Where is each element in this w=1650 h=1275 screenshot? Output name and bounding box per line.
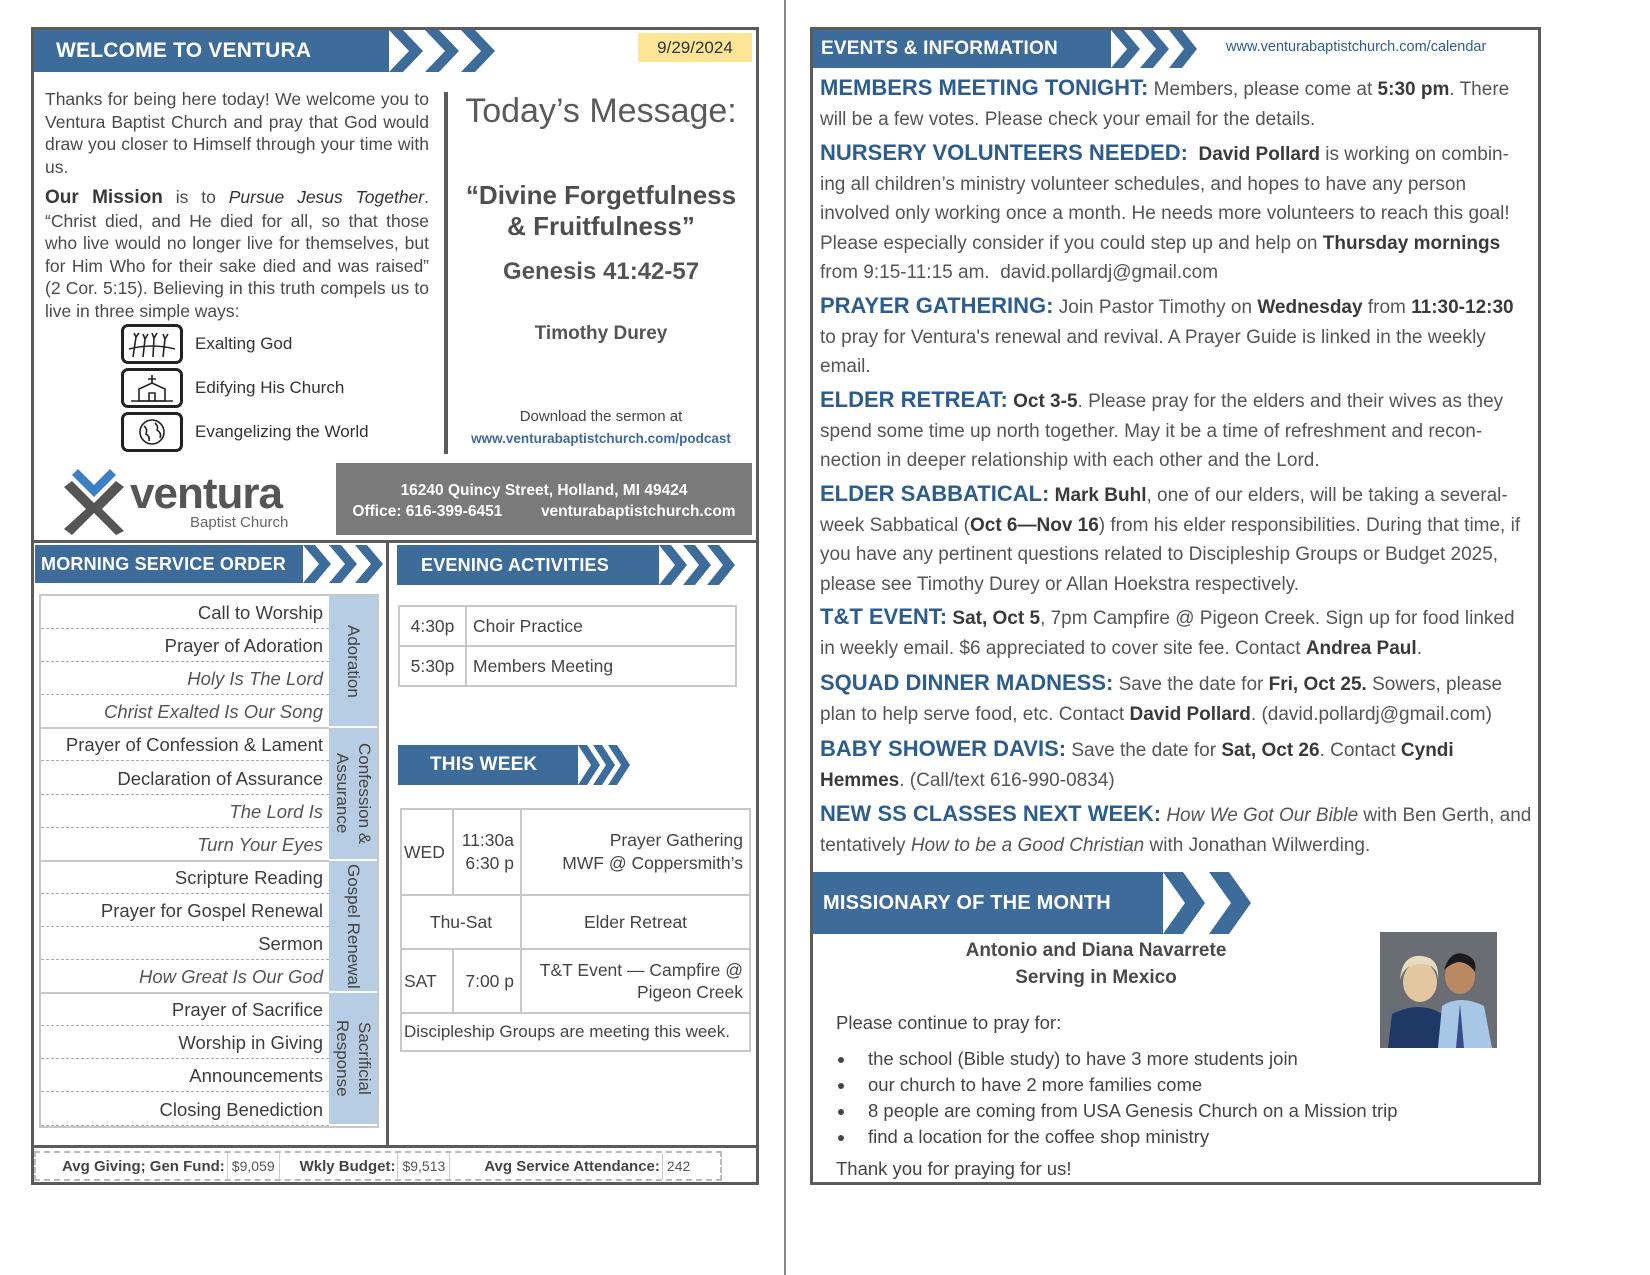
chevron-icon xyxy=(303,545,383,583)
logo-sub: Baptist Church xyxy=(190,514,289,531)
way-label: Edifying His Church xyxy=(195,378,345,397)
evening-time: 5:30p xyxy=(399,646,466,686)
chevron-icon xyxy=(1111,30,1197,68)
event-ss-classes: NEW SS CLASSES NEXT WEEK: How We Got Our Bible with Ben Gerth, and tentatively How to be a Good Christian with Jonathan Wilwerding. xyxy=(820,801,1532,856)
evening-table xyxy=(398,605,737,687)
welcome-header: WELCOME TO VENTURA xyxy=(34,30,389,72)
list-item: • the school (Bible study) to have 3 more students join xyxy=(856,1046,1516,1072)
this-week-header: THIS WEEK xyxy=(398,745,578,785)
missionary-name: Antonio and Diana Navarrete xyxy=(965,940,1227,961)
bulletin-date: 9/29/2024 xyxy=(638,33,752,62)
message-divider xyxy=(444,92,448,454)
message-heading: Today’s Message: xyxy=(465,92,737,130)
table-row xyxy=(401,949,750,1013)
message-title-line2: & Fruitfulness” xyxy=(507,211,695,241)
chevron-icon xyxy=(1163,872,1255,934)
event-heading: PRAYER GATHERING: xyxy=(820,293,1054,318)
service-item: Call to Worship xyxy=(41,596,329,629)
way-evangelizing xyxy=(121,412,369,452)
table-row xyxy=(399,606,736,646)
globe-icon xyxy=(121,412,183,452)
missionary-location: Serving in Mexico xyxy=(1015,967,1177,988)
giving-label: Avg Giving; Gen Fund: xyxy=(62,1157,225,1175)
service-item: The Lord Is xyxy=(41,795,329,828)
service-item: Prayer of Sacrifice xyxy=(41,993,329,1026)
budget-value: $9,513 xyxy=(397,1153,450,1179)
event-heading: T&T EVENT: xyxy=(820,604,948,629)
missionary-names xyxy=(900,937,1292,991)
message-title xyxy=(455,180,747,242)
event-squad-dinner: SQUAD DINNER MADNESS: Save the date for Fri, Oct 25. Sowers, please plan to help serve food, etc. Contact David Pollard. (david.pollardj@gmail.com) xyxy=(820,670,1503,725)
left-page-divider xyxy=(31,540,759,543)
podcast-link[interactable]: www.venturabaptistchurch.com/podcast xyxy=(471,431,731,446)
list-item: • 8 people are coming from USA Genesis Church on a Mission trip xyxy=(856,1098,1516,1124)
missionary-photo xyxy=(1380,932,1497,1048)
bottom-column-divider xyxy=(386,543,389,1146)
events-banner xyxy=(813,30,1197,68)
service-item: Sermon xyxy=(41,927,329,960)
week-day: WED xyxy=(401,809,453,895)
giving-stat xyxy=(36,1153,286,1179)
budget-label: Wkly Budget: xyxy=(299,1157,396,1175)
way-label: Evangelizing the World xyxy=(195,422,369,441)
events-header: EVENTS & INFORMATION xyxy=(813,30,1111,68)
event-heading: ELDER SABBATICAL: xyxy=(820,481,1050,506)
service-item: How Great Is Our God xyxy=(41,960,329,993)
section-label-text: Gospel Renewal xyxy=(344,863,363,989)
mission-text: “Christ died, and He died for all, so that those who live would no longer live for themselves, but for Him Who for their sake died and was raised” (2 Cor. 5:15). Believing in this truth compels us to live in three simple ways: xyxy=(45,210,429,321)
evening-banner xyxy=(397,545,735,585)
message-speaker: Timothy Durey xyxy=(534,323,668,344)
service-item: Turn Your Eyes xyxy=(41,828,329,861)
this-week-banner xyxy=(398,745,630,785)
service-item: Announcements xyxy=(41,1059,329,1092)
missionary-header: MISSIONARY OF THE MONTH xyxy=(813,872,1163,934)
service-item: Holy Is The Lord xyxy=(41,662,329,695)
mission-is-to: is to xyxy=(162,187,229,207)
event-heading: SQUAD DINNER MADNESS: xyxy=(820,670,1114,695)
event-members-meeting: MEMBERS MEETING TONIGHT: Members, please come at 5:30 pm. There will be a few votes. Please check your email for the details. xyxy=(820,75,1510,130)
event-elder-retreat: ELDER RETREAT: Oct 3-5. Please pray for the elders and their wives as they spend some time up north together. May it be a time of refreshment and recon-nection in deeper relationship with each other and the Lord. xyxy=(820,387,1504,471)
ventura-logo xyxy=(60,467,320,535)
service-item: Prayer of Adoration xyxy=(41,629,329,662)
week-event: T&T Event — Campfire @ Pigeon Creek xyxy=(521,949,750,1013)
week-day: SAT xyxy=(401,949,453,1013)
service-item: Closing Benediction xyxy=(41,1093,329,1126)
service-item: Worship in Giving xyxy=(41,1026,329,1059)
budget-stat xyxy=(286,1153,457,1179)
service-item: Prayer for Gospel Renewal xyxy=(41,894,329,927)
event-elder-sabbatical: ELDER SABBATICAL: Mark Buhl, one of our elders, will be taking a several-week Sabbatical (Oct 6—Nov 16) from his elder responsibilities. During that time, if you have any pertinent questions related to Discipleship Groups or Budget 2025, please see Timothy Durey or Allan Hoekstra respectively. xyxy=(820,481,1521,595)
event-baby-shower: BABY SHOWER DAVIS: Save the date for Sat, Oct 26. Contact Cyndi Hemmes. (Call/text 616-990-0834) xyxy=(820,736,1454,791)
ventura-logo-icon xyxy=(60,467,132,535)
table-row xyxy=(401,1013,750,1051)
service-section-label xyxy=(329,993,377,1123)
week-event: Prayer Gathering MWF @ Coppersmith’s xyxy=(521,809,750,895)
event-tt: T&T EVENT: Sat, Oct 5, 7pm Campfire @ Pigeon Creek. Sign up for food linked in weekly email. $6 appreciated to cover site fee. Contact Andrea Paul. xyxy=(820,604,1515,659)
week-note: Discipleship Groups are meeting this week. xyxy=(401,1013,750,1051)
attendance-stat xyxy=(456,1153,700,1179)
thanks-text: Thank you for praying for us! xyxy=(836,1158,1072,1179)
message-scripture: Genesis 41:42-57 xyxy=(502,258,700,285)
church-icon xyxy=(121,368,183,408)
address-line: 16240 Quincy Street, Holland, MI 49424 xyxy=(400,482,688,499)
mission-block: Our Mission is to Pursue Jesus Together. “Christ died, and He died for all, so that those who live would no longer live for themselves, but for Him Who for their sake died and was raised” (2 Cor. 5:15). Believing in this truth compels us to live in three simple ways: xyxy=(45,187,429,321)
attendance-value: 242 xyxy=(662,1153,694,1179)
service-item: Prayer of Confession & Lament xyxy=(41,728,329,761)
service-section-label xyxy=(329,728,377,858)
pray-intro: Please continue to pray for: xyxy=(836,1012,1062,1033)
giving-value: $9,059 xyxy=(227,1153,280,1179)
table-row xyxy=(401,809,750,895)
table-row xyxy=(401,895,750,949)
week-day: Thu-Sat xyxy=(401,895,521,949)
evening-time: 4:30p xyxy=(399,606,466,646)
evening-header: EVENING ACTIVITIES xyxy=(397,545,659,585)
chevron-icon xyxy=(578,745,630,785)
evening-activity: Choir Practice xyxy=(466,606,736,646)
list-item: • find a location for the coffee shop ministry xyxy=(856,1124,1516,1150)
office-phone: Office: 616-399-6451 xyxy=(352,503,503,520)
service-section-label xyxy=(329,861,377,991)
week-event: Elder Retreat xyxy=(521,895,750,949)
website-link[interactable]: venturabaptistchurch.com xyxy=(540,503,736,520)
service-section-label xyxy=(329,596,377,726)
message-title-line1: “Divine Forgetfulness xyxy=(465,180,737,210)
chevron-icon xyxy=(659,545,735,585)
prayer-list xyxy=(836,1046,1516,1150)
attendance-label: Avg Service Attendance: xyxy=(484,1157,660,1175)
event-prayer-gathering: PRAYER GATHERING: Join Pastor Timothy on Wednesday from 11:30-12:30 to pray for Ventura's renewal and revival. A Prayer Guide is linked in the weekly email. xyxy=(820,293,1514,377)
event-heading: ELDER RETREAT: xyxy=(820,387,1008,412)
way-exalting xyxy=(121,324,292,364)
event-heading: MEMBERS MEETING TONIGHT: xyxy=(820,75,1149,100)
week-time: 7:00 p xyxy=(453,949,521,1013)
chevron-icon xyxy=(389,30,501,72)
section-label-text: Sacrificial Response xyxy=(333,1020,374,1097)
event-heading: NURSERY VOLUNTEERS NEEDED: xyxy=(820,140,1188,165)
week-time: 11:30a 6:30 p xyxy=(453,809,521,895)
service-item: Scripture Reading xyxy=(41,861,329,894)
service-item: Christ Exalted Is Our Song xyxy=(41,695,329,728)
worship-hands-icon xyxy=(121,324,183,364)
address-box xyxy=(336,463,752,535)
mission-value: Pursue Jesus Together xyxy=(228,187,425,207)
way-label: Exalting God xyxy=(195,334,293,353)
event-heading: BABY SHOWER DAVIS: xyxy=(820,736,1067,761)
service-order-banner xyxy=(35,545,383,583)
welcome-banner xyxy=(34,30,501,72)
section-label-text: Adoration xyxy=(344,624,363,698)
event-heading: NEW SS CLASSES NEXT WEEK: xyxy=(820,801,1162,826)
list-item: • our church to have 2 more families come xyxy=(856,1072,1516,1098)
service-order-table xyxy=(39,594,379,1128)
stats-bar xyxy=(34,1151,722,1181)
section-label-text: Confession & Assurance xyxy=(333,743,374,845)
service-order-header: MORNING SERVICE ORDER xyxy=(35,545,303,583)
mission-label: Our Mission xyxy=(45,187,163,208)
this-week-table xyxy=(400,808,751,1052)
missionary-banner xyxy=(813,872,1255,934)
table-row xyxy=(399,646,736,686)
logo-name: ventura xyxy=(130,469,282,518)
welcome-intro: Thanks for being here today! We welcome you to Ventura Baptist Church and pray that God would draw you closer to Himself through your time with us. xyxy=(45,89,429,177)
evening-activity: Members Meeting xyxy=(466,646,736,686)
way-edifying xyxy=(121,368,344,408)
calendar-link[interactable]: www.venturabaptistchurch.com/calendar xyxy=(1226,39,1487,55)
page-fold-line xyxy=(784,0,786,1275)
download-label: Download the sermon at xyxy=(519,408,683,425)
stats-divider xyxy=(31,1145,759,1148)
event-nursery: NURSERY VOLUNTEERS NEEDED: David Pollard is working on combin-ing all children’s ministry volunteer schedules, and hopes to have any person involved only working once a month. He needs more volunteers to reach this goal! Please especially consider if you could step up and help on Thursday mornings from 9:15-11:15 am. david.pollardj@gmail.com xyxy=(820,140,1510,283)
service-item: Declaration of Assurance xyxy=(41,762,329,795)
